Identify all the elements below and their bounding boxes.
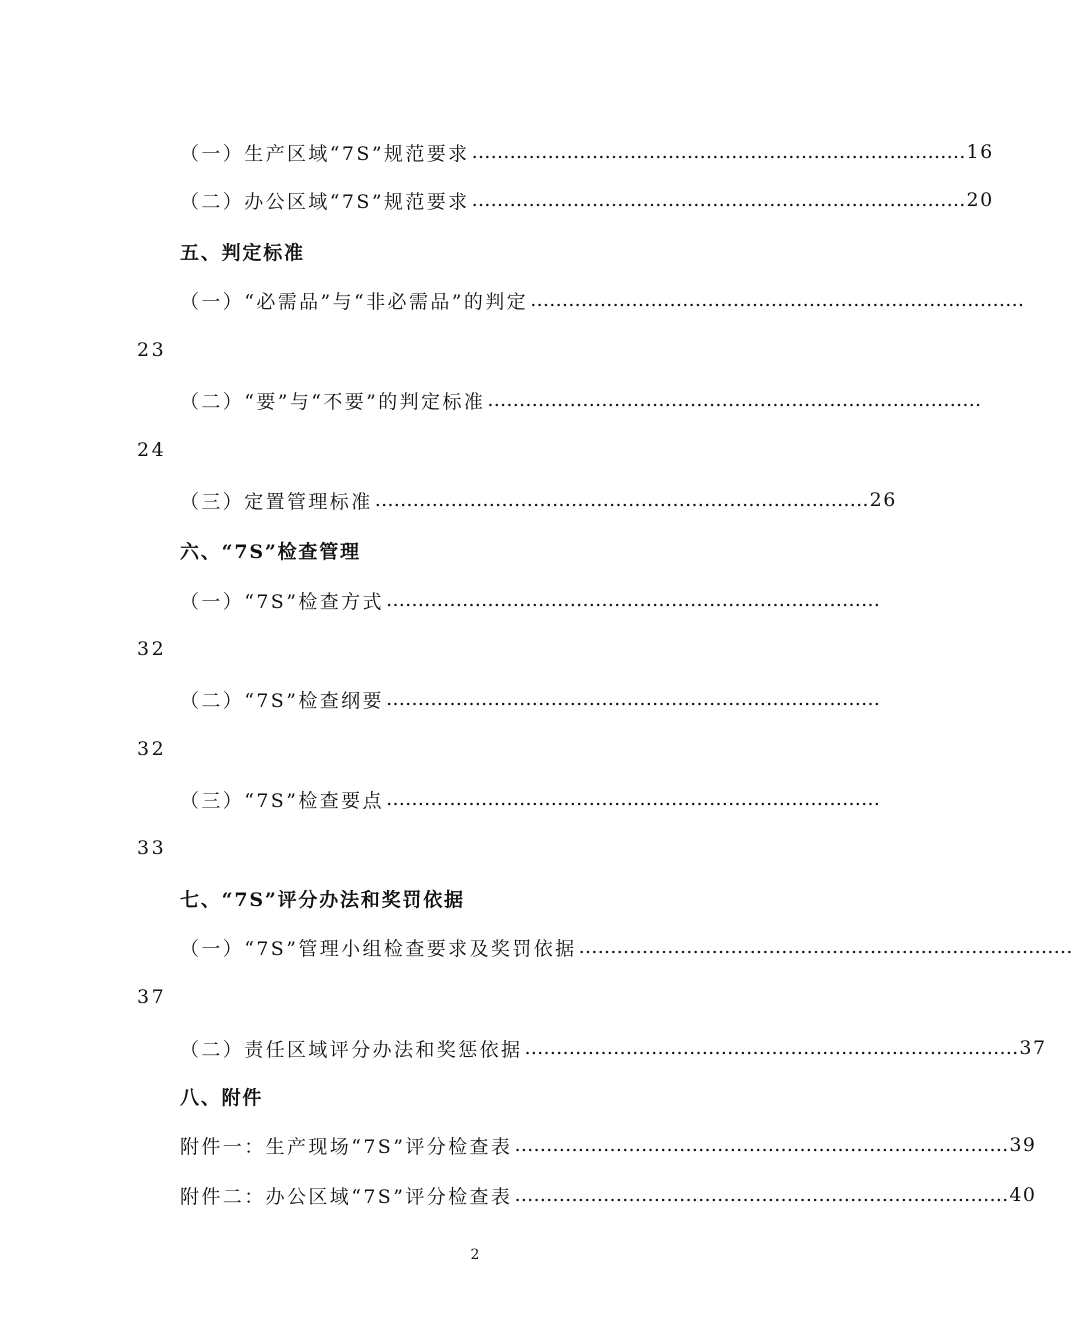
toc-entry[interactable] <box>180 185 994 215</box>
toc-page-number: 32 <box>137 638 167 660</box>
toc-leader-dots: …………………………………………………………………… <box>524 1037 1019 1059</box>
toc-page-number: 37 <box>1019 1037 1047 1059</box>
toc-heading-title: 八、附件 <box>180 1086 264 1109</box>
toc-entry-title: （二）责任区域评分办法和奖惩依据 <box>180 1038 523 1061</box>
toc-entry-title: （三）“7S”检查要点 <box>180 789 384 812</box>
toc-leader-dots: …………………………………………………………………… <box>530 289 1025 311</box>
toc-entry[interactable] <box>180 385 982 415</box>
toc-entry-title: （三）定置管理标准 <box>180 490 373 513</box>
toc-heading-title: 五、判定标准 <box>180 241 305 264</box>
toc-leader-dots: …………………………………………………………………… <box>471 189 966 211</box>
toc-entry-title: （一）“7S”管理小组检查要求及奖罚依据 <box>180 937 577 960</box>
toc-page-number: 32 <box>137 738 167 760</box>
toc-page-number: 33 <box>137 837 167 859</box>
toc-entry[interactable] <box>180 285 1025 315</box>
toc-entry[interactable] <box>180 932 1073 962</box>
page-footer-number: 2 <box>470 1247 480 1263</box>
toc-entry-title: （一）“7S”检查方式 <box>180 590 384 613</box>
toc-entry[interactable] <box>180 485 897 515</box>
toc-section-heading <box>180 236 828 266</box>
toc-entry[interactable] <box>180 1130 1037 1160</box>
toc-leader-dots: …………………………………………………………………… <box>514 1184 1009 1206</box>
toc-entry[interactable] <box>180 137 994 167</box>
toc-leader-dots: …………………………………………………………………… <box>374 489 869 511</box>
toc-entry-title: （一）生产区域“7S”规范要求 <box>180 142 470 165</box>
toc-leader-dots: …………………………………………………………………… <box>385 589 880 611</box>
toc-entry[interactable] <box>180 1180 1037 1210</box>
toc-page-number: 20 <box>966 189 994 211</box>
toc-leader-dots: …………………………………………………………………… <box>385 688 880 710</box>
toc-leader-dots: …………………………………………………………………… <box>487 389 982 411</box>
toc-section-heading <box>180 883 828 913</box>
toc-page-number: 16 <box>966 141 994 163</box>
toc-page-number: 37 <box>137 986 167 1008</box>
toc-entry-title: （二）办公区域“7S”规范要求 <box>180 190 470 213</box>
toc-page-number: 23 <box>137 339 167 361</box>
toc-entry[interactable] <box>180 585 880 615</box>
toc-leader-dots: …………………………………………………………………… <box>471 141 966 163</box>
toc-page-number: 24 <box>137 439 167 461</box>
toc-leader-dots: …………………………………………………………………… <box>385 788 880 810</box>
toc-page-number: 26 <box>869 489 897 511</box>
toc-heading-title: 六、“7S”检查管理 <box>180 540 361 563</box>
toc-entry-title: （一）“必需品”与“非必需品”的判定 <box>180 290 529 313</box>
toc-section-heading <box>180 535 828 565</box>
toc-leader-dots: …………………………………………………………………… <box>578 936 1073 958</box>
toc-entry-title: （二）“要”与“不要”的判定标准 <box>180 390 486 413</box>
toc-heading-title: 七、“7S”评分办法和奖罚依据 <box>180 888 465 911</box>
toc-entry[interactable] <box>180 684 880 714</box>
toc-page-number: 40 <box>1009 1184 1037 1206</box>
toc-section-heading <box>180 1081 828 1111</box>
toc-entry-title: （二）“7S”检查纲要 <box>180 689 384 712</box>
toc-entry[interactable] <box>180 784 880 814</box>
toc-entry-title: 附件二：办公区域“7S”评分检查表 <box>180 1185 513 1208</box>
toc-entry[interactable] <box>180 1033 1047 1063</box>
toc-page-number: 39 <box>1009 1134 1037 1156</box>
toc-leader-dots: …………………………………………………………………… <box>514 1134 1009 1156</box>
toc-entry-title: 附件一：生产现场“7S”评分检查表 <box>180 1135 513 1158</box>
